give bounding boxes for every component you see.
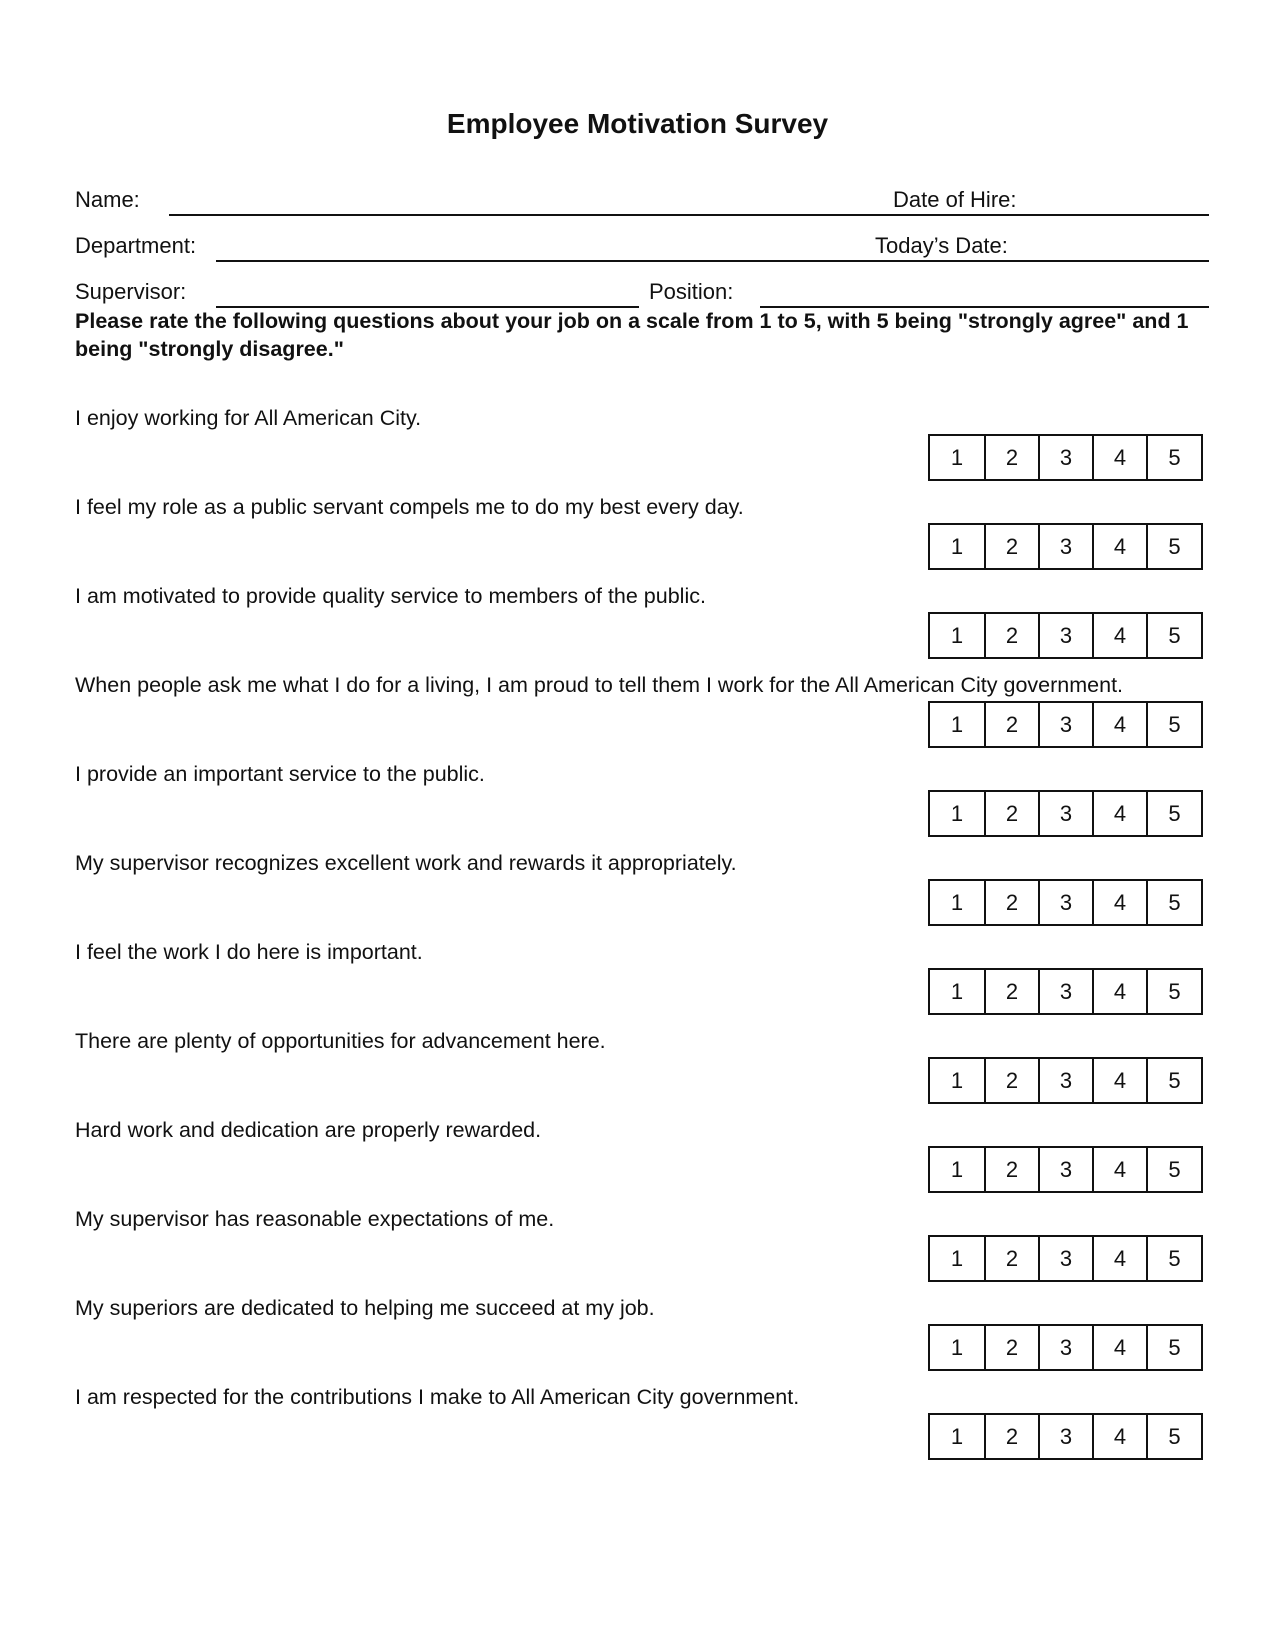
rating-scale [928, 968, 1203, 1015]
rating-option-4[interactable]: 4 [1092, 703, 1146, 746]
name-label: Name: [75, 187, 140, 212]
department-field[interactable] [216, 260, 1209, 262]
date-of-hire-label: Date of Hire: [893, 187, 1017, 212]
question-text: Hard work and dedication are properly rewarded. [75, 1118, 542, 1142]
rating-option-2[interactable]: 2 [984, 1237, 1038, 1280]
rating-option-4[interactable]: 4 [1092, 436, 1146, 479]
department-label: Department: [75, 233, 197, 258]
rating-option-5[interactable]: 5 [1146, 970, 1201, 1013]
rating-option-5[interactable]: 5 [1146, 1148, 1201, 1191]
rating-option-1[interactable]: 1 [950, 1067, 964, 1093]
rating-option-3[interactable]: 3 [1038, 792, 1092, 835]
question-item [0, 673, 1275, 763]
question-item [0, 495, 1275, 585]
question-item [0, 940, 1275, 1030]
rating-option-2[interactable]: 2 [984, 525, 1038, 568]
question-item [0, 1385, 1275, 1475]
rating-option-3[interactable]: 3 [1038, 970, 1092, 1013]
question-item [0, 1029, 1275, 1119]
rating-option-3[interactable]: 3 [1038, 703, 1092, 746]
question-item [0, 1207, 1275, 1297]
rating-scale [928, 434, 1203, 481]
rating-option-1[interactable]: 1 [950, 1245, 964, 1271]
rating-option-2[interactable]: 2 [984, 614, 1038, 657]
rating-option-2[interactable]: 2 [984, 792, 1038, 835]
question-item [0, 584, 1275, 674]
rating-option-5[interactable]: 5 [1146, 703, 1201, 746]
question-text: My superiors are dedicated to helping me succeed at my job. [75, 1296, 655, 1320]
rating-option-5[interactable]: 5 [1146, 1237, 1201, 1280]
rating-option-3[interactable]: 3 [1038, 1148, 1092, 1191]
question-text: I am motivated to provide quality service to members of the public. [75, 584, 706, 608]
question-text: My supervisor has reasonable expectations of me. [75, 1207, 555, 1231]
rating-option-4[interactable]: 4 [1092, 1237, 1146, 1280]
rating-option-3[interactable]: 3 [1038, 1237, 1092, 1280]
rating-option-4[interactable]: 4 [1092, 970, 1146, 1013]
question-text: I feel my role as a public servant compels me to do my best every day. [75, 495, 744, 519]
rating-scale [928, 1235, 1203, 1282]
page-title: Employee Motivation Survey [446, 108, 829, 139]
rating-option-2[interactable]: 2 [984, 1326, 1038, 1369]
rating-option-2[interactable]: 2 [984, 436, 1038, 479]
rating-option-2[interactable]: 2 [984, 703, 1038, 746]
rating-scale [928, 1146, 1203, 1193]
rating-option-2[interactable]: 2 [984, 1059, 1038, 1102]
rating-option-1[interactable]: 1 [950, 622, 964, 648]
rating-option-1[interactable]: 1 [950, 1334, 964, 1360]
rating-scale [928, 612, 1203, 659]
rating-option-1[interactable]: 1 [950, 711, 964, 737]
name-field[interactable] [216, 214, 1209, 216]
rating-scale [928, 790, 1203, 837]
rating-scale [928, 1324, 1203, 1371]
question-item [0, 406, 1275, 496]
rating-option-2[interactable]: 2 [984, 881, 1038, 924]
question-item [0, 1118, 1275, 1208]
question-item [0, 1296, 1275, 1386]
rating-option-4[interactable]: 4 [1092, 881, 1146, 924]
rating-option-3[interactable]: 3 [1038, 525, 1092, 568]
rating-option-5[interactable]: 5 [1146, 792, 1201, 835]
rating-scale [928, 1413, 1203, 1460]
rating-option-2[interactable]: 2 [984, 970, 1038, 1013]
question-text: I feel the work I do here is important. [75, 940, 423, 964]
rating-option-3[interactable]: 3 [1038, 614, 1092, 657]
rating-option-3[interactable]: 3 [1038, 436, 1092, 479]
rating-option-1[interactable]: 1 [950, 444, 964, 470]
rating-scale [928, 701, 1203, 748]
question-text: I provide an important service to the public. [75, 762, 485, 786]
question-text: I enjoy working for All American City. [75, 406, 422, 430]
supervisor-label: Supervisor: [75, 279, 187, 304]
rating-option-1[interactable]: 1 [950, 1423, 964, 1449]
rating-option-1[interactable]: 1 [950, 889, 964, 915]
rating-option-1[interactable]: 1 [950, 533, 964, 559]
rating-option-4[interactable]: 4 [1092, 1415, 1146, 1458]
instructions: Please rate the following questions about your job on a scale from 1 to 5, with 5 being "strongly agree" and 1 being "strongly disagree." [75, 309, 1189, 361]
rating-option-3[interactable]: 3 [1038, 1326, 1092, 1369]
rating-option-5[interactable]: 5 [1146, 614, 1201, 657]
name-line-lead [169, 214, 216, 216]
todays-date-label: Today’s Date: [875, 233, 1008, 258]
rating-option-2[interactable]: 2 [984, 1148, 1038, 1191]
rating-option-3[interactable]: 3 [1038, 1059, 1092, 1102]
rating-option-3[interactable]: 3 [1038, 881, 1092, 924]
rating-option-4[interactable]: 4 [1092, 1148, 1146, 1191]
rating-option-1[interactable]: 1 [950, 800, 964, 826]
position-label: Position: [649, 279, 734, 304]
question-text: There are plenty of opportunities for advancement here. [75, 1029, 606, 1053]
rating-option-4[interactable]: 4 [1092, 792, 1146, 835]
rating-option-3[interactable]: 3 [1038, 1415, 1092, 1458]
question-item [0, 851, 1275, 941]
rating-scale [928, 523, 1203, 570]
rating-option-5[interactable]: 5 [1146, 1415, 1201, 1458]
rating-option-5[interactable]: 5 [1146, 1326, 1201, 1369]
rating-option-5[interactable]: 5 [1146, 436, 1201, 479]
rating-option-5[interactable]: 5 [1146, 881, 1201, 924]
rating-option-5[interactable]: 5 [1146, 1059, 1201, 1102]
rating-option-4[interactable]: 4 [1092, 1326, 1146, 1369]
rating-scale [928, 1057, 1203, 1104]
question-text: When people ask me what I do for a living, I am proud to tell them I work for the All American City government. [75, 673, 1124, 697]
rating-option-1[interactable]: 1 [950, 1156, 964, 1182]
rating-option-1[interactable]: 1 [950, 978, 964, 1004]
question-item [0, 762, 1275, 852]
rating-scale [928, 879, 1203, 926]
rating-option-4[interactable]: 4 [1092, 614, 1146, 657]
question-text: My supervisor recognizes excellent work and rewards it appropriately. [75, 851, 737, 875]
rating-option-4[interactable]: 4 [1092, 1059, 1146, 1102]
question-text: I am respected for the contributions I make to All American City government. [75, 1385, 800, 1409]
rating-option-2[interactable]: 2 [984, 1415, 1038, 1458]
rating-option-5[interactable]: 5 [1146, 525, 1201, 568]
rating-option-4[interactable]: 4 [1092, 525, 1146, 568]
